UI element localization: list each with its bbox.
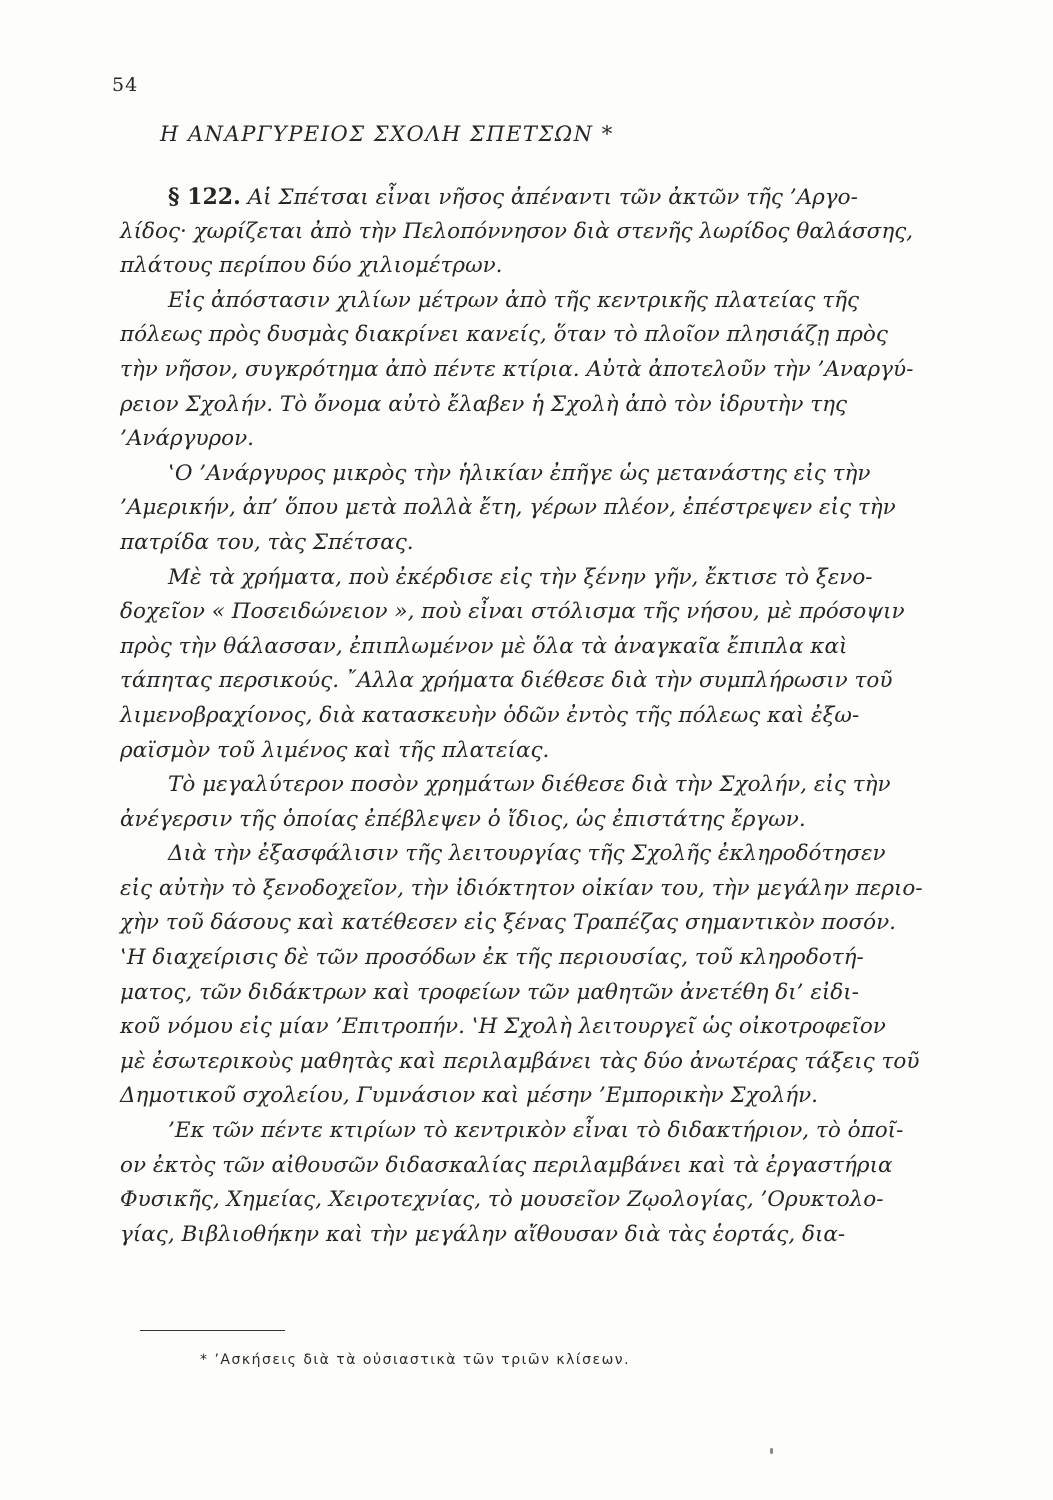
text-line: Μὲ τὰ χρήματα, ποὺ ἐκέρδισε εἰς τὴν ξένην γῆν, ἔκτισε τὸ ξενο- [168, 564, 873, 590]
text-line: ἀνέγερσιν τῆς ὁποίας ἐπέβλεψεν ὁ ἴδιος, ὡς ἐπιστάτης ἔργων. [120, 806, 806, 832]
text-line: ’Αμερικήν, ἀπ’ ὅπου μετὰ πολλὰ ἔτη, γέρων πλέον, ἐπέστρεψεν εἰς τὴν [120, 495, 896, 521]
text-line: λιμενοβραχίονος, διὰ κατασκευὴν ὁδῶν ἐντὸς τῆς πόλεως καὶ ἐξω- [120, 702, 860, 728]
text-line: κοῦ νόμου εἰς μίαν ’Επιτροπήν. ‛Η Σχολὴ λειτουργεῖ ὡς οἰκοτροφεῖον [120, 1014, 886, 1040]
text-line: χὴν τοῦ δάσους καὶ κατέθεσεν εἰς ξένας Τραπέζας σημαντικὸν ποσόν. [120, 910, 897, 936]
text-line: ρειον Σχολήν. Τὸ ὄνομα αὐτὸ ἔλαβεν ἡ Σχολὴ ἀπὸ τὸν ἱδρυτὴν της [120, 391, 848, 417]
text-line: ον ἐκτὸς τῶν αἰθουσῶν διδασκαλίας περιλαμβάνει καὶ τὰ ἐργαστήρια [120, 1152, 893, 1178]
text-line: τάπητας περσικούς. ῎Αλλα χρήματα διέθεσε διὰ τὴν συμπλήρωσιν τοῦ [120, 668, 893, 694]
text-line: ‛Ο ’Ανάργυρος μικρὸς τὴν ἡλικίαν ἐπῆγε ὡς μετανάστης εἰς τὴν [168, 460, 871, 486]
text-line: § 122. Αἱ Σπέτσαι εἶναι νῆσος ἀπέναντι τῶν ἀκτῶν τῆς ’Αργο- [168, 184, 858, 210]
text-line: πόλεως πρὸς δυσμὰς διακρίνει κανείς, ὅταν τὸ πλοῖον πλησιάζῃ πρὸς [120, 322, 888, 348]
text-line: ’Εκ τῶν πέντε κτιρίων τὸ κεντρικὸν εἶναι τὸ διδακτήριον, τὸ ὁποῖ- [168, 1118, 904, 1144]
text-line: ματος, τῶν διδάκτρων καὶ τροφείων τῶν μαθητῶν ἀνετέθη δι’ εἰδι- [120, 979, 859, 1005]
text-line: Διὰ τὴν ἐξασφάλισιν τῆς λειτουργίας τῆς Σχολῆς ἐκληροδότησεν [168, 841, 886, 867]
text-line: ραϊσμὸν τοῦ λιμένος καὶ τῆς πλατείας. [120, 737, 550, 763]
text-line: μὲ ἐσωτερικοὺς μαθητὰς καὶ περιλαμβάνει τὰς δύο ἀνωτέρας τάξεις τοῦ [120, 1048, 920, 1074]
page-heading: Η ΑΝΑΡΓΥΡΕΙΟΣ ΣΧΟΛΗ ΣΠΕΤΣΩΝ * [160, 122, 614, 146]
text-line: εἰς αὐτὴν τὸ ξενοδοχεῖον, τὴν ἰδιόκτητον οἰκίαν του, τὴν μεγάλην περιο- [120, 875, 923, 901]
text-line: Τὸ μεγαλύτερον ποσὸν χρημάτων διέθεσε διὰ τὴν Σχολήν, εἰς τὴν [168, 772, 891, 798]
text-line: πατρίδα του, τὰς Σπέτσας. [120, 529, 414, 555]
text-line: πρὸς τὴν θάλασσαν, ἐπιπλωμένον μὲ ὅλα τὰ ἀναγκαῖα ἔπιπλα καὶ [120, 633, 848, 659]
print-speck [770, 1448, 773, 1454]
text-line: Εἰς ἀπόστασιν χιλίων μέτρων ἀπὸ τῆς κεντρικῆς πλατείας τῆς [168, 287, 860, 313]
text-line: λίδος· χωρίζεται ἀπὸ τὴν Πελοπόννησον διὰ στενῆς λωρίδος θαλάσσης, [120, 218, 914, 244]
footnote-divider [140, 1330, 285, 1331]
text-line: ’Ανάργυρον. [120, 426, 254, 452]
text-line: δοχεῖον « Ποσειδώνειον », ποὺ εἶναι στόλισμα τῆς νήσου, μὲ πρόσοψιν [120, 599, 905, 625]
section-mark: § 122. [168, 184, 241, 210]
text-line: ‛Η διαχείρισις δὲ τῶν προσόδων ἐκ τῆς περιουσίας, τοῦ κληροδοτή- [120, 945, 864, 971]
text-line: τὴν νῆσον, συγκρότημα ἀπὸ πέντε κτίρια. Αὐτὰ ἀποτελοῦν τὴν ’Αναργύ- [120, 356, 914, 382]
footnote: * ’Ασκήσεις διὰ τὰ οὐσιαστικὰ τῶν τριῶν κλίσεων. [200, 1352, 631, 1368]
text-line: γίας, Βιβλιοθήκην καὶ τὴν μεγάλην αἴθουσαν διὰ τὰς ἑορτάς, δια- [120, 1221, 846, 1247]
text-line: πλάτους περίπου δύο χιλιομέτρων. [120, 253, 503, 279]
text-line: Δημοτικοῦ σχολείου, Γυμνάσιον καὶ μέσην ’Εμπορικὴν Σχολήν. [120, 1083, 818, 1109]
page-number: 54 [112, 74, 139, 96]
body-text [120, 180, 970, 1252]
text-line: Φυσικῆς, Χημείας, Χειροτεχνίας, τὸ μουσεῖον Ζῳολογίας, ’Ορυκτολο- [120, 1187, 884, 1213]
